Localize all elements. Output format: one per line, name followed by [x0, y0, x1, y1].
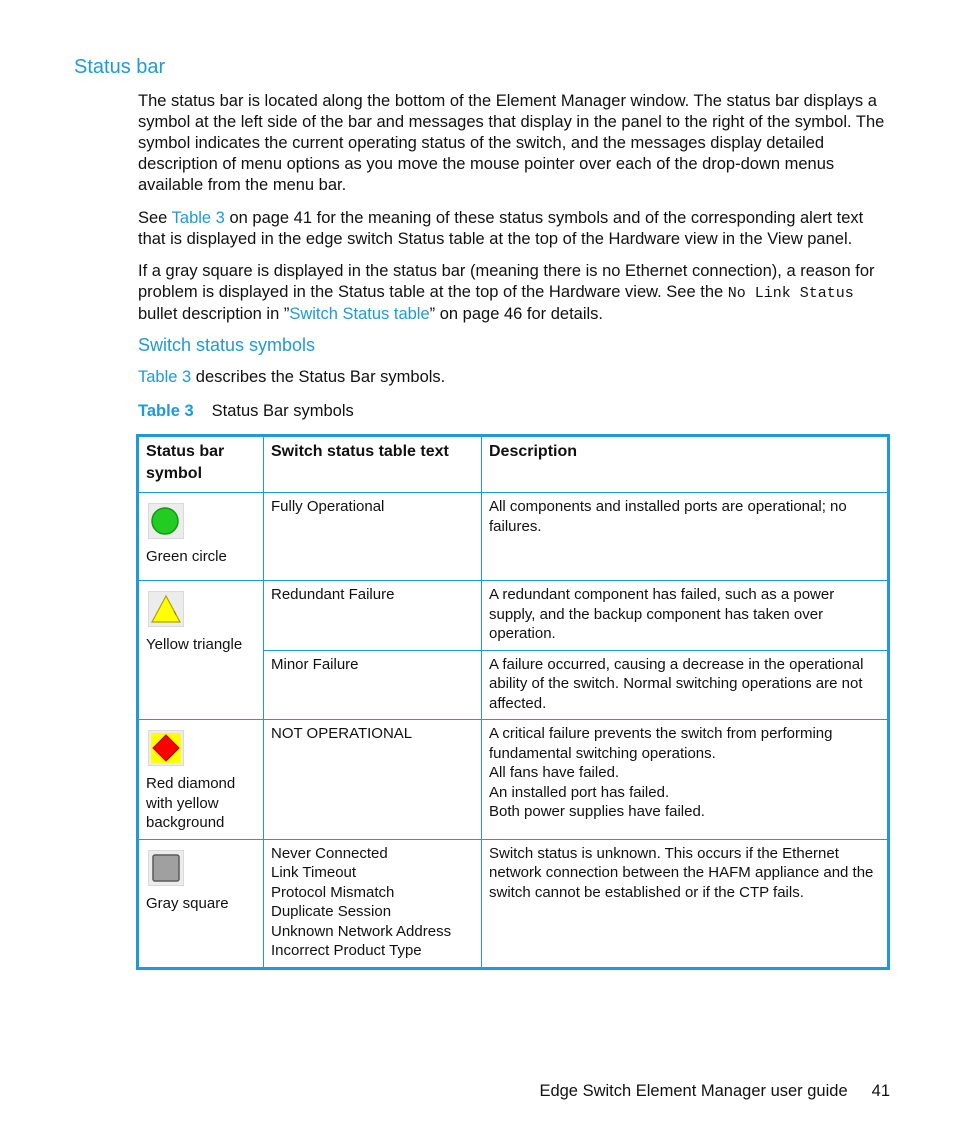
caption-text: Status Bar symbols	[211, 402, 354, 420]
status-line: Duplicate Session	[271, 903, 392, 920]
symbol-cell	[138, 493, 264, 581]
description-line: An installed port has failed.	[489, 783, 670, 801]
yellow-triangle-icon	[148, 591, 184, 627]
table-row	[138, 493, 889, 581]
status-text-cell	[264, 839, 482, 968]
status-text-cell: Minor Failure	[264, 650, 482, 720]
description-line: All fans have failed.	[489, 764, 620, 781]
status-text-cell: Redundant Failure	[264, 581, 482, 651]
symbol-label: Yellow triangle	[146, 636, 243, 653]
para2-post: on page 41 for the meaning of these status symbols and of the corresponding alert text that is displayed in the edge switch Status table at the top of the Hardware view in the View panel.	[138, 209, 864, 248]
table3-link-2[interactable]: Table 3	[138, 368, 192, 386]
description-line: Both power supplies have failed.	[489, 803, 705, 820]
gray-square-icon	[148, 850, 184, 886]
page-footer	[0, 1082, 890, 1101]
status-line: Protocol Mismatch	[271, 883, 395, 901]
symbol-label: Green circle	[146, 548, 227, 565]
symbol-cell	[138, 720, 264, 840]
status-line: Link Timeout	[271, 864, 357, 881]
description-line: A critical failure prevents the switch from performing fundamental switching operations.	[489, 725, 833, 762]
gray-square-paragraph	[138, 261, 890, 325]
status-text-cell: Fully Operational	[264, 493, 482, 581]
page-number: 41	[871, 1082, 890, 1100]
para4-post: describes the Status Bar symbols.	[191, 368, 446, 386]
para2-pre: See	[138, 209, 172, 227]
no-link-status-code: No Link Status	[727, 285, 854, 302]
status-line: Unknown Network Address	[271, 922, 452, 940]
see-table-paragraph	[138, 208, 890, 250]
table-caption	[138, 402, 354, 421]
header-description: Description	[482, 436, 889, 493]
green-circle-icon	[148, 503, 184, 539]
description-cell: Switch status is unknown. This occurs if the Ethernet network connection between the HAFM appliance and the switch cannot be established or if the CTP fails.	[482, 839, 889, 968]
status-bar-paragraph: The status bar is located along the bottom of the Element Manager window. The status bar displays a symbol at the left side of the bar and messages that display in the panel to the right of the symbol. The symbol indicates the current operating status of the switch, and the messages display detailed description of menu options as you move the mouse pointer over each of the drop-down menus available from the menu bar.	[138, 92, 885, 194]
description-cell: All components and installed ports are operational; no failures.	[482, 493, 889, 581]
status-symbols-table	[136, 434, 890, 970]
description-cell: A redundant component has failed, such as a power supply, and the backup component has taken over operation.	[482, 581, 889, 651]
header-status-text: Switch status table text	[264, 436, 482, 493]
footer-title: Edge Switch Element Manager user guide	[539, 1082, 848, 1100]
table-row	[138, 720, 889, 840]
describes-paragraph	[138, 367, 890, 388]
symbol-label: Gray square	[146, 894, 229, 912]
section-heading: Status bar	[74, 56, 166, 78]
table-row	[138, 839, 889, 968]
symbol-cell	[138, 839, 264, 968]
description-cell: A failure occurred, causing a decrease in the operational ability of the switch. Normal switching operations are not affected.	[482, 650, 889, 720]
header-symbol: Status bar symbol	[138, 436, 264, 493]
para3-post: ” on page 46 for details.	[429, 305, 604, 323]
description-cell	[482, 720, 889, 840]
caption-label: Table 3	[138, 402, 194, 420]
symbol-cell	[138, 581, 264, 720]
subsection-heading: Switch status symbols	[138, 335, 316, 355]
red-diamond-icon	[148, 730, 184, 766]
table3-link[interactable]: Table 3	[171, 209, 225, 227]
switch-status-table-link[interactable]: Switch Status table	[289, 305, 430, 323]
table-row	[138, 581, 889, 651]
status-line: Incorrect Product Type	[271, 942, 422, 959]
para3-mid: bullet description in ”	[138, 305, 290, 323]
status-text-cell: NOT OPERATIONAL	[264, 720, 482, 840]
para3-pre: If a gray square is displayed in the status bar (meaning there is no Ethernet connection), a reason for problem is displayed in the Status table at the top of the Hardware view. See the	[138, 262, 875, 301]
symbol-label: Red diamond with yellow background	[146, 775, 236, 831]
status-line: Never Connected	[271, 844, 388, 862]
table-header-row	[138, 436, 889, 493]
